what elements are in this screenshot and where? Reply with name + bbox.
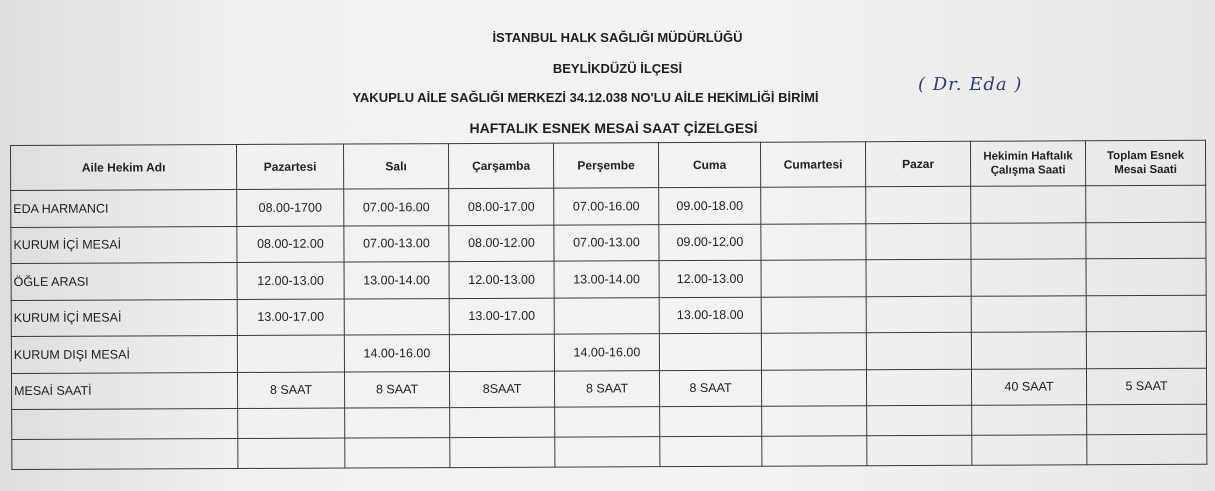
table-row — [12, 434, 1207, 469]
table-cell — [450, 437, 555, 467]
table-row — [11, 295, 1206, 337]
table-row — [11, 222, 1206, 264]
table-cell: 07.00-16.00 — [554, 188, 659, 225]
table-cell — [1086, 185, 1206, 222]
table-cell: 14.00-16.00 — [344, 335, 449, 372]
col-header: Cuma — [658, 142, 760, 187]
row-label-cell: EDA HARMANCI — [11, 190, 237, 228]
table-cell: 13.00-17.00 — [449, 298, 554, 335]
document-title: HAFTALIK ESNEK MESAİ SAAT ÇİZELGESİ — [469, 120, 758, 136]
row-label-cell: KURUM DIŞI MESAİ — [11, 336, 237, 374]
table-row — [11, 331, 1206, 373]
table-row — [11, 368, 1206, 410]
col-header: Toplam Esnek Mesai Saati — [1085, 140, 1205, 186]
row-label-cell: KURUM İÇİ MESAİ — [11, 299, 237, 337]
table-cell — [971, 295, 1086, 332]
table-cell — [971, 332, 1086, 369]
schedule-table — [10, 140, 1207, 470]
table-cell — [237, 335, 344, 372]
table-cell — [1086, 295, 1206, 332]
table-cell: 8 SAAT — [344, 371, 449, 408]
table-cell — [1086, 331, 1206, 368]
table-cell — [761, 296, 866, 333]
table-cell: 09.00-12.00 — [659, 224, 761, 261]
table-cell — [866, 259, 971, 296]
table-cell — [344, 298, 449, 335]
table-cell: 08.00-12.00 — [449, 225, 554, 262]
header-district: BEYLİKDÜZÜ İLÇESİ — [552, 61, 683, 76]
col-header: Hekimin Haftalık Çalışma Saati — [970, 141, 1085, 187]
row-label-cell: ÖĞLE ARASI — [11, 263, 237, 301]
table-cell — [761, 187, 866, 224]
header-unit: YAKUPLU AİLE SAĞLIĞI MERKEZİ 34.12.038 NO'LU AİLE HEKİMLİĞİ BİRİMİ — [352, 90, 819, 105]
table-cell — [555, 407, 660, 437]
table-cell — [345, 438, 450, 468]
table-cell — [761, 260, 866, 297]
col-header: Pazar — [865, 141, 970, 186]
table-cell — [1086, 258, 1206, 295]
col-header: Pazartesi — [237, 144, 344, 189]
table-cell — [971, 186, 1086, 223]
table-cell — [866, 296, 971, 333]
col-header: Cumartesi — [760, 142, 865, 187]
row-label-cell: MESAİ SAATİ — [11, 372, 237, 410]
table-cell: 09.00-18.00 — [659, 187, 761, 224]
table-cell: 08.00-17.00 — [449, 188, 554, 225]
table-cell — [971, 222, 1086, 259]
table-cell — [345, 408, 450, 438]
col-header: Salı — [343, 144, 448, 189]
table-cell — [660, 436, 762, 466]
table-cell: 13.00-14.00 — [344, 262, 449, 299]
table-cell — [762, 406, 867, 436]
header-directorate: İSTANBUL HALK SAĞLIĞI MÜDÜRLÜĞÜ — [492, 30, 743, 45]
table-cell — [659, 333, 761, 370]
table-cell — [867, 405, 972, 435]
table-cell: 08.00-1700 — [237, 189, 344, 226]
table-cell — [972, 405, 1087, 435]
row-label-cell — [12, 409, 238, 440]
table-cell — [972, 435, 1087, 465]
table-cell: 13.00-18.00 — [659, 297, 761, 334]
table-header-row — [11, 140, 1206, 190]
table-cell: 8 SAAT — [554, 370, 659, 407]
table-cell — [1087, 404, 1207, 434]
col-header: Perşembe — [553, 143, 658, 188]
table-row — [11, 185, 1206, 227]
table-cell — [866, 223, 971, 260]
table-cell — [762, 436, 867, 466]
table-cell: 8 SAAT — [237, 372, 344, 409]
table-cell — [555, 437, 660, 467]
table-cell: 07.00-13.00 — [344, 225, 449, 262]
table-cell — [971, 259, 1086, 296]
table-cell — [761, 223, 866, 260]
table-cell: 12.00-13.00 — [659, 260, 761, 297]
table-cell — [450, 407, 555, 437]
row-label-cell — [12, 439, 238, 470]
table-cell — [761, 369, 866, 406]
table-cell — [866, 186, 971, 223]
table-cell: 08.00-12.00 — [237, 226, 344, 263]
table-cell — [866, 332, 971, 369]
col-header: Aile Hekim Adı — [11, 145, 237, 191]
table-cell — [238, 438, 345, 468]
table-cell: 14.00-16.00 — [554, 334, 659, 371]
table-cell: 5 SAAT — [1086, 368, 1206, 405]
table-cell: 13.00-14.00 — [554, 261, 659, 298]
table-cell — [1086, 222, 1206, 259]
table-cell: 12.00-13.00 — [237, 262, 344, 299]
table-cell — [238, 408, 345, 438]
table-cell: 8SAAT — [449, 371, 554, 408]
table-cell: 07.00-16.00 — [344, 189, 449, 226]
table-cell — [1087, 434, 1207, 464]
table-cell: 07.00-13.00 — [554, 224, 659, 261]
table-cell: 12.00-13.00 — [449, 261, 554, 298]
row-label-cell: KURUM İÇİ MESAİ — [11, 226, 237, 264]
table-cell: 13.00-17.00 — [237, 299, 344, 336]
table-cell — [660, 406, 762, 436]
table-cell — [866, 369, 971, 406]
table-cell: 8 SAAT — [659, 370, 761, 407]
table-row — [11, 258, 1206, 300]
table-cell — [554, 297, 659, 334]
table-cell: 40 SAAT — [971, 368, 1086, 405]
table-cell — [449, 334, 554, 371]
table-body — [11, 185, 1207, 469]
col-header: Çarşamba — [448, 143, 553, 188]
handwritten-note: ( Dr. Eda ) — [918, 74, 1023, 95]
table-cell — [761, 333, 866, 370]
table-cell — [867, 435, 972, 465]
